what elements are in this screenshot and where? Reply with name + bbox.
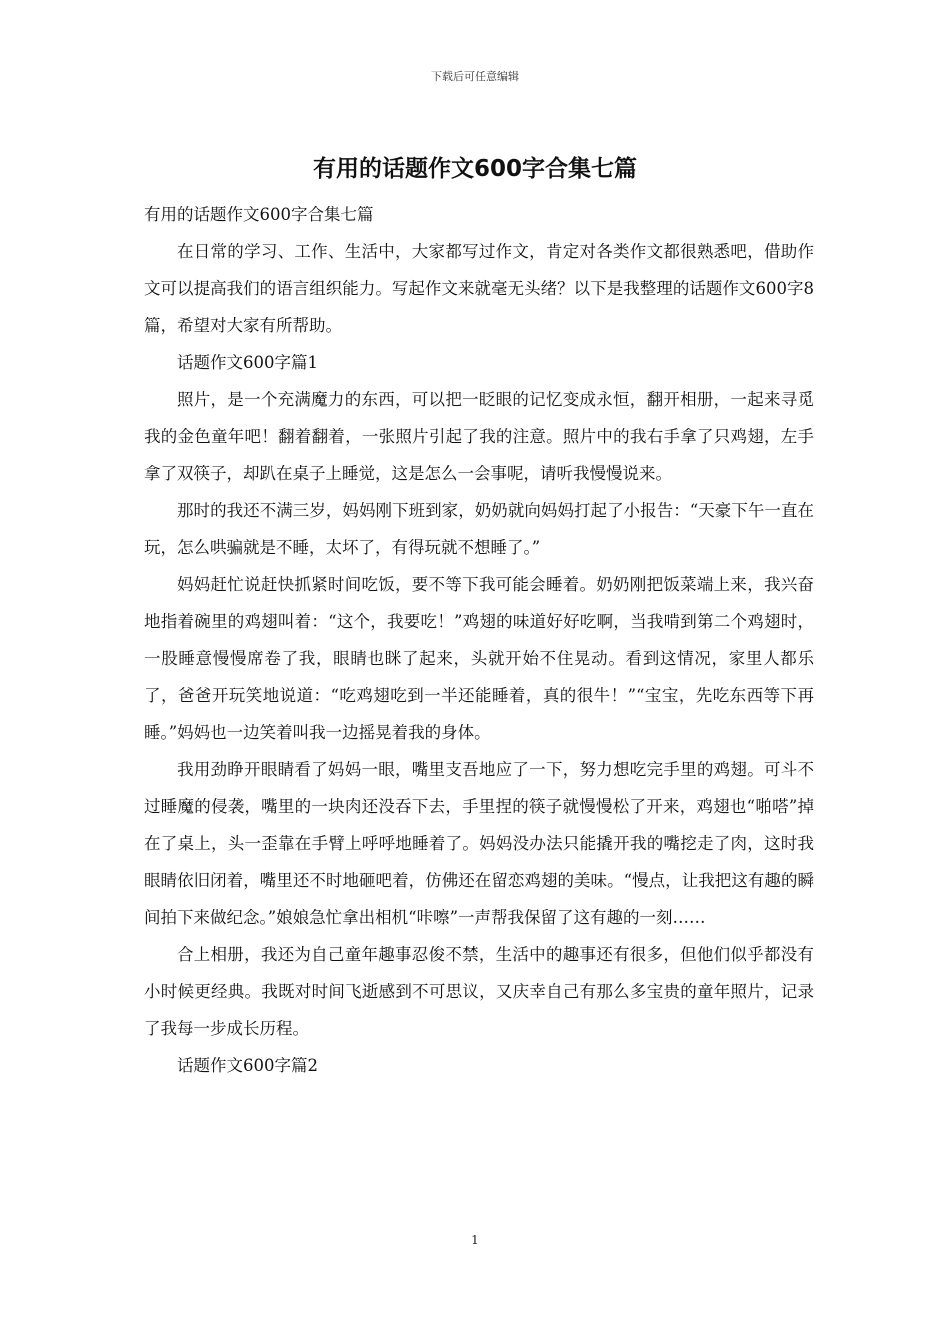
section-heading-2: 话题作文600字篇2 (177, 1056, 318, 1075)
paragraph: 我用劲睁开眼睛看了妈妈一眼，嘴里支吾地应了一下，努力想吃完手里的鸡翅。可斗不过睡魔的侵袭，嘴里的一块肉还没吞下去，手里捏的筷子就慢慢松了开来，鸡翅也“啪嗒”掉在了桌上，头一歪靠在手臂上呼呼地睡着了。妈妈没办法只能撬开我的嘴挖走了肉，这时我眼睛依旧闭着，嘴里还不时地砸吧着，仿佛还在留恋鸡翅的美味。“慢点，让我把这有趣的瞬间拍下来做纪念。”娘娘急忙拿出相机“咔嚓”一声帮我保留了这有趣的一刻…… (144, 760, 814, 927)
document-subtitle: 有用的话题作文600字合集七篇 (144, 205, 374, 224)
document-title: 有用的话题作文600字合集七篇 (312, 156, 637, 182)
paragraph: 合上相册，我还为自己童年趣事忍俊不禁，生活中的趣事还有很多，但他们似乎都没有小时候更经典。我既对时间飞逝感到不可思议，又庆幸自己有那么多宝贵的童年照片，记录了我每一步成长历程。 (144, 945, 814, 1038)
paragraph: 那时的我还不满三岁，妈妈刚下班到家，奶奶就向妈妈打起了小报告：“天豪下午一直在玩，怎么哄骗就是不睡，太坏了，有得玩就不想睡了。” (144, 501, 814, 557)
document-body (144, 196, 814, 1084)
paragraph-intro: 在日常的学习、工作、生活中，大家都写过作文，肯定对各类作文都很熟悉吧，借助作文可以提高我们的语言组织能力。写起作文来就毫无头绪？以下是我整理的话题作文600字8篇，希望对大家有所帮助。 (144, 242, 814, 335)
page-number: 1 (471, 1233, 479, 1247)
paragraph: 妈妈赶忙说赶快抓紧时间吃饭，要不等下我可能会睡着。奶奶刚把饭菜端上来，我兴奋地指着碗里的鸡翅叫着：“这个，我要吃！”鸡翅的味道好好吃啊，当我啃到第二个鸡翅时，一股睡意慢慢席卷了我，眼睛也眯了起来，头就开始不住晃动。看到这情况，家里人都乐了，爸爸开玩笑地说道：“吃鸡翅吃到一半还能睡着，真的很牛！”“宝宝，先吃东西等下再睡。”妈妈也一边笑着叫我一边摇晃着我的身体。 (144, 575, 814, 742)
header-note: 下载后可任意编辑 (431, 70, 519, 83)
paragraph: 照片，是一个充满魔力的东西，可以把一眨眼的记忆变成永恒，翻开相册，一起来寻觅我的金色童年吧！翻着翻着，一张照片引起了我的注意。照片中的我右手拿了只鸡翅，左手拿了双筷子，却趴在桌子上睡觉，这是怎么一会事呢，请听我慢慢说来。 (144, 390, 814, 483)
section-heading-1: 话题作文600字篇1 (177, 353, 318, 372)
